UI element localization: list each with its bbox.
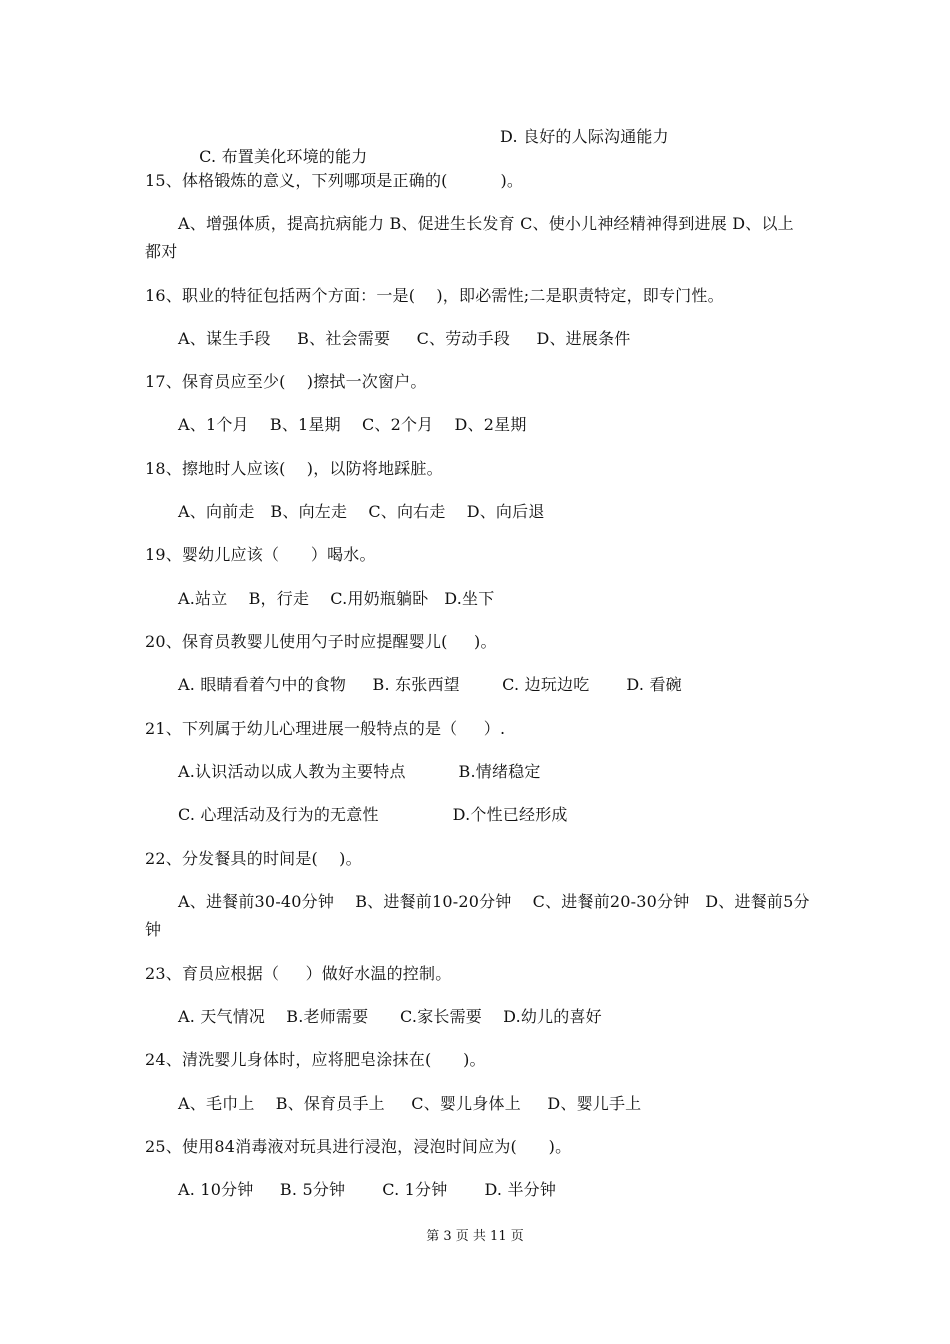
option-text-d: D. 良好的人际沟通能力 <box>500 127 669 146</box>
question-20: 20、保育员教婴儿使用勺子时应提醒婴儿( )。 <box>145 632 497 651</box>
question-15: 15、体格锻炼的意义，下列哪项是正确的( )。 <box>145 171 524 190</box>
question-25-options: A. 10分钟 B. 5分钟 C. 1分钟 D. 半分钟 <box>178 1180 557 1199</box>
question-17-options: A、1个月 B、1星期 C、2个月 D、2星期 <box>178 415 527 434</box>
question-21-options-1: A.认识活动以成人教为主要特点 B.情绪稳定 <box>178 762 541 781</box>
question-23: 23、育员应根据（ ）做好水温的控制。 <box>145 964 452 983</box>
question-22: 22、分发餐具的时间是( )。 <box>145 849 362 868</box>
question-21-options-2: C. 心理活动及行为的无意性 D.个性已经形成 <box>178 805 568 824</box>
question-17: 17、保育员应至少( )擦拭一次窗户。 <box>145 372 427 391</box>
question-16-options: A、谋生手段 B、社会需要 C、劳动手段 D、进展条件 <box>178 329 631 348</box>
question-23-options: A. 天气情况 B.老师需要 C.家长需要 D.幼儿的喜好 <box>178 1007 602 1026</box>
question-19: 19、婴幼儿应该（ ）喝水。 <box>145 545 376 564</box>
question-25: 25、使用84消毒液对玩具进行浸泡，浸泡时间应为( )。 <box>145 1137 572 1156</box>
page-footer: 第 3 页 共 11 页 <box>426 1229 524 1244</box>
question-18-options: A、向前走 B、向左走 C、向右走 D、向后退 <box>178 502 545 521</box>
question-18: 18、擦地时人应该( )，以防将地踩脏。 <box>145 459 443 478</box>
question-15-options-cont: 都对 <box>145 242 178 261</box>
question-24-options: A、毛巾上 B、保育员手上 C、婴儿身体上 D、婴儿手上 <box>178 1094 642 1113</box>
question-21: 21、下列属于幼儿心理进展一般特点的是（ ）. <box>145 719 506 738</box>
question-15-options: A、增强体质，提高抗病能力 B、促进生长发育 C、使小儿神经精神得到进展 D、以上 <box>178 214 794 233</box>
option-line <box>178 127 950 207</box>
question-19-options: A.站立 B，行走 C.用奶瓶躺卧 D.坐下 <box>178 589 495 608</box>
question-16: 16、职业的特征包括两个方面：一是( )，即必需性;二是职责特定，即专门性。 <box>145 286 724 305</box>
question-22-options: A、进餐前30-40分钟 B、进餐前10-20分钟 C、进餐前20-30分钟 D、进餐前5分 <box>178 892 810 911</box>
option-text: C. 布置美化环境的能力 <box>199 147 368 166</box>
question-24: 24、清洗婴儿身体时，应将肥皂涂抹在( )。 <box>145 1050 486 1069</box>
question-20-options: A. 眼睛看着勺中的食物 B. 东张西望 C. 边玩边吃 D. 看碗 <box>178 675 682 694</box>
question-22-options-cont: 钟 <box>145 920 162 939</box>
